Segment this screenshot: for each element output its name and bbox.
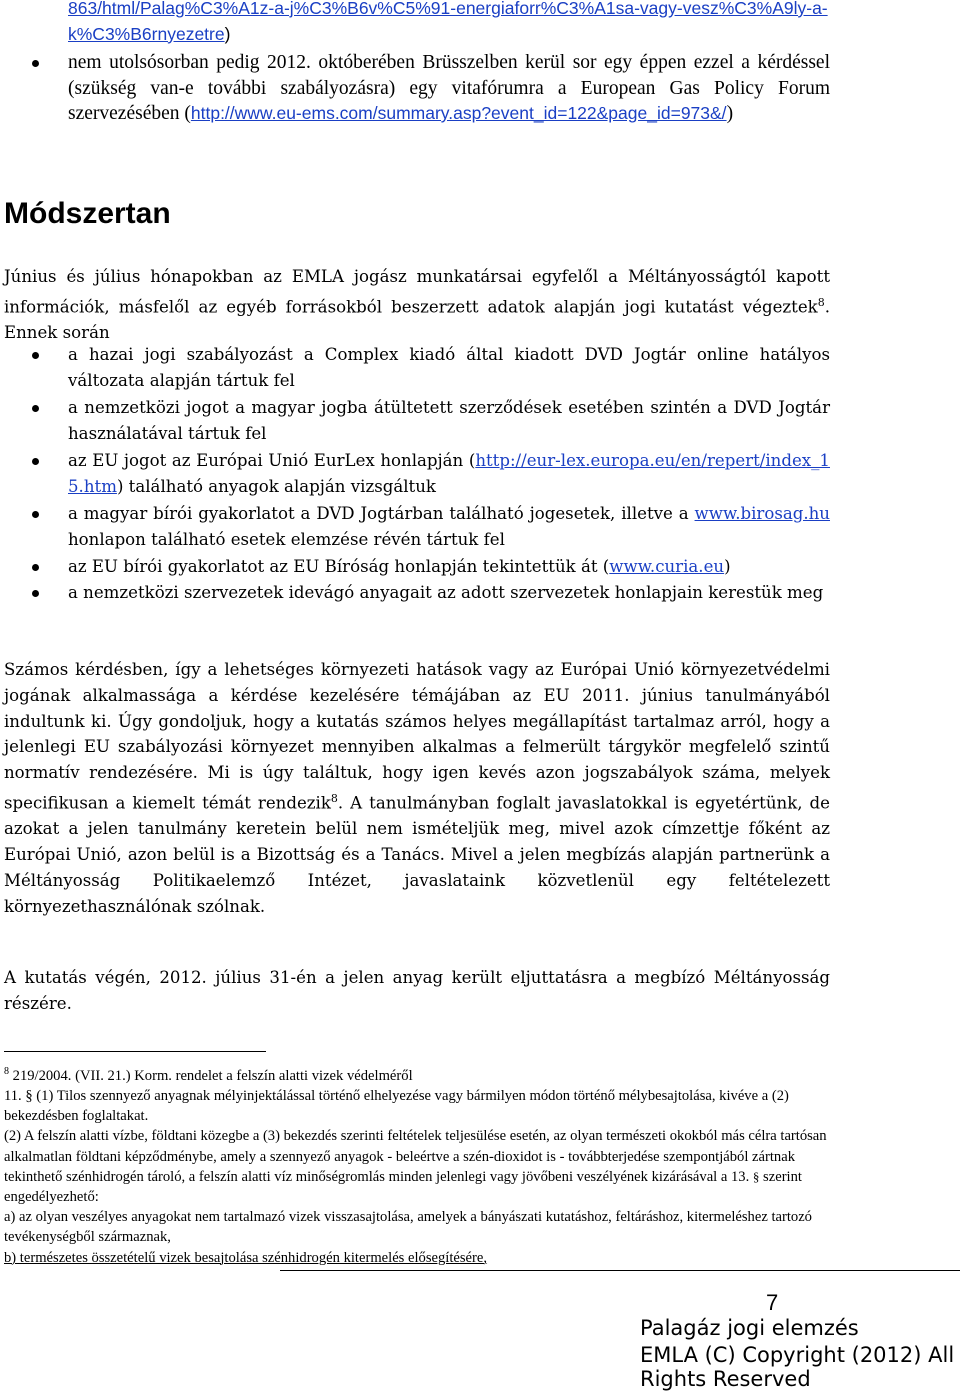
eu-ems-link[interactable]: http://www.eu-ems.com/summary.asp?event_id=122&page_id=973&/ (190, 103, 727, 123)
footnote-separator (4, 1051, 266, 1052)
section-heading: Módszertan (4, 197, 171, 230)
bullet-icon (32, 352, 39, 359)
list-item: az EU bírói gyakorlatot az EU Bíróság honlapján tekintettük át (www.curia.eu) (0, 554, 830, 580)
intro-paragraph: Június és július hónapokban az EMLA jogász munkatársai egyfelől a Méltányosságtól kapott információk, másfelől az egyéb forrásokból beszerzett adatok alapján jogi kutatást végeztek$^8$. Ennek során (4, 267, 830, 343)
list-item: a nemzetközi szervezetek idevágó anyagait az adott szervezetek honlapjain kerestük meg (0, 580, 830, 606)
list-item: a nemzetközi jogot a magyar jogba átültetett szerződések esetében szintén a DVD Jogtár használatával tártuk fel (0, 395, 830, 447)
footnote-text: (2) A felszín alatti vízbe, földtani közegbe a (3) bekezdés szerinti feltételek teljesülése esetén, az olyan természeti okokból más célra tartósan alkalmatlan földtani képződménybe, amely a szennyező anyagok - beleértve a szén-dioxidot is - továbbterjedése szempontjából zártnak tekinthető szénhidrogén tároló, a felszín alatti víz minőségromlás minden jelenlegi vagy jövőbeni veszélyének kizárásával a 13. § szerint engedélyezhető: (4, 1128, 827, 1206)
footnote-text: a) az olyan veszélyes anyagokat nem tartalmazó vizek visszasajtolása, amelyek a bányászati kutatáshoz, feltáráshoz, kitermeléshez tartozó tevékenységből származnak, (4, 1209, 812, 1246)
bullet-icon (32, 590, 39, 597)
list-item: nem utolsósorban pedig 2012. októberében Brüsszelben kerül sor egy éppen ezzel a kérdéssel (szükség van-e további szabályozásra) egy vitafórumra a European Gas Policy Forum szervezésében (http://www.eu-ems.com/summary.asp?event_id=122&page_id=973&/) (0, 50, 830, 127)
list-item: az EU jogot az Európai Unió EurLex honlapján (http://eur-lex.europa.eu/en/repert/index_15.htm) található anyagok alapján vizsgáltuk (0, 448, 830, 500)
bullet-icon (32, 405, 39, 412)
article-link[interactable]: 863/html/Palag%C3%A1z-a-j%C3%B6v%C5%91-energiaforr%C3%A1sa-vagy-vesz%C3%A9ly-a-k%C3%B6rnyezetre (68, 0, 828, 44)
findings-paragraph: Számos kérdésben, így a lehetséges környezeti hatások vagy az Európai Unió környezetvédelmi jogának alkalmassága a kérdése kezelésére témájában az EU 2011. június tanulmányából indultunk ki. Úgy gondoljuk, hogy a kutatás számos helyes megállapítást tartalmaz arról, hogy a jelenlegi EU szabályozási környezet mennyiben alkalmas a felmerült tárgykör megfelelő szintű normatív rendezésére. Mi is úgy találtuk, hogy igen kevés azon jogszabályok száma, melyek specifikusan a kiemelt témát rendezik$^8$. A tanulmányban foglalt javaslatokkal is egyetértünk, de azokat a jelen tanulmány keretein belül nem ismételjük meg, mivel azok címzettje főként az Európai Unió, azon belül is a Bizottság és a Tanács. Mivel a jelen megbízás alapján partnerünk a Méltányosság Politikaelemző Intézet, javaslataink közvetlenül egy feltételezett környezethasználónak szólnak. (4, 660, 830, 916)
closing-paragraph: A kutatás végén, 2012. július 31-én a jelen anyag került eljuttatásra a megbízó Méltányosság részére. (4, 968, 830, 1013)
list-item: 863/html/Palag%C3%A1z-a-j%C3%B6v%C5%91-energiaforr%C3%A1sa-vagy-vesz%C3%A9ly-a-k%C3%B6rnyezetre) (68, 0, 828, 44)
eurlex-link[interactable]: http://eur-lex.europa.eu/en/repert/index_15.htm (68, 451, 830, 496)
birosag-link[interactable]: www.birosag.hu (694, 504, 830, 523)
footnote-text: b) természetes összetételű vizek besajtolása szénhidrogén kitermelés elősegítésére, (4, 1249, 488, 1266)
footer-title: Palagáz jogi elemzés (640, 1316, 859, 1340)
footnote-text: 11. § (1) Tilos szennyező anyagnak mélyinjektálással történő elhelyezése vagy bármilyen módon történő mélybesajtolása, kivéve a (2) bekezdésben foglaltakat. (4, 1088, 789, 1125)
footnote-ref: 8 (817, 295, 825, 309)
bullet-icon (32, 458, 39, 465)
page-number: 7 (766, 1290, 779, 1315)
footer-separator (280, 1270, 960, 1271)
footnote-8: $^8$ 219/2004. (VII. 21.) Korm. rendelet a felszín alatti vizek védelméről (4, 1066, 413, 1084)
footnote-ref: 8 (330, 791, 338, 805)
bullet-icon (32, 564, 39, 571)
list-item: a hazai jogi szabályozást a Complex kiadó által kiadott DVD Jogtár online hatályos változata alapján tártuk fel (0, 342, 830, 394)
footer-copyright: EMLA (C) Copyright (2012) All Rights Reserved (640, 1343, 955, 1391)
bullet-icon (32, 60, 39, 67)
footnotes (4, 1062, 830, 1268)
bullet-icon (32, 511, 39, 518)
curia-link[interactable]: www.curia.eu (609, 557, 725, 576)
list-item: a magyar bírói gyakorlatot a DVD Jogtárban található jogesetek, illetve a www.birosag.hu honlapon található esetek elemzése révén tártuk fel (0, 501, 830, 553)
